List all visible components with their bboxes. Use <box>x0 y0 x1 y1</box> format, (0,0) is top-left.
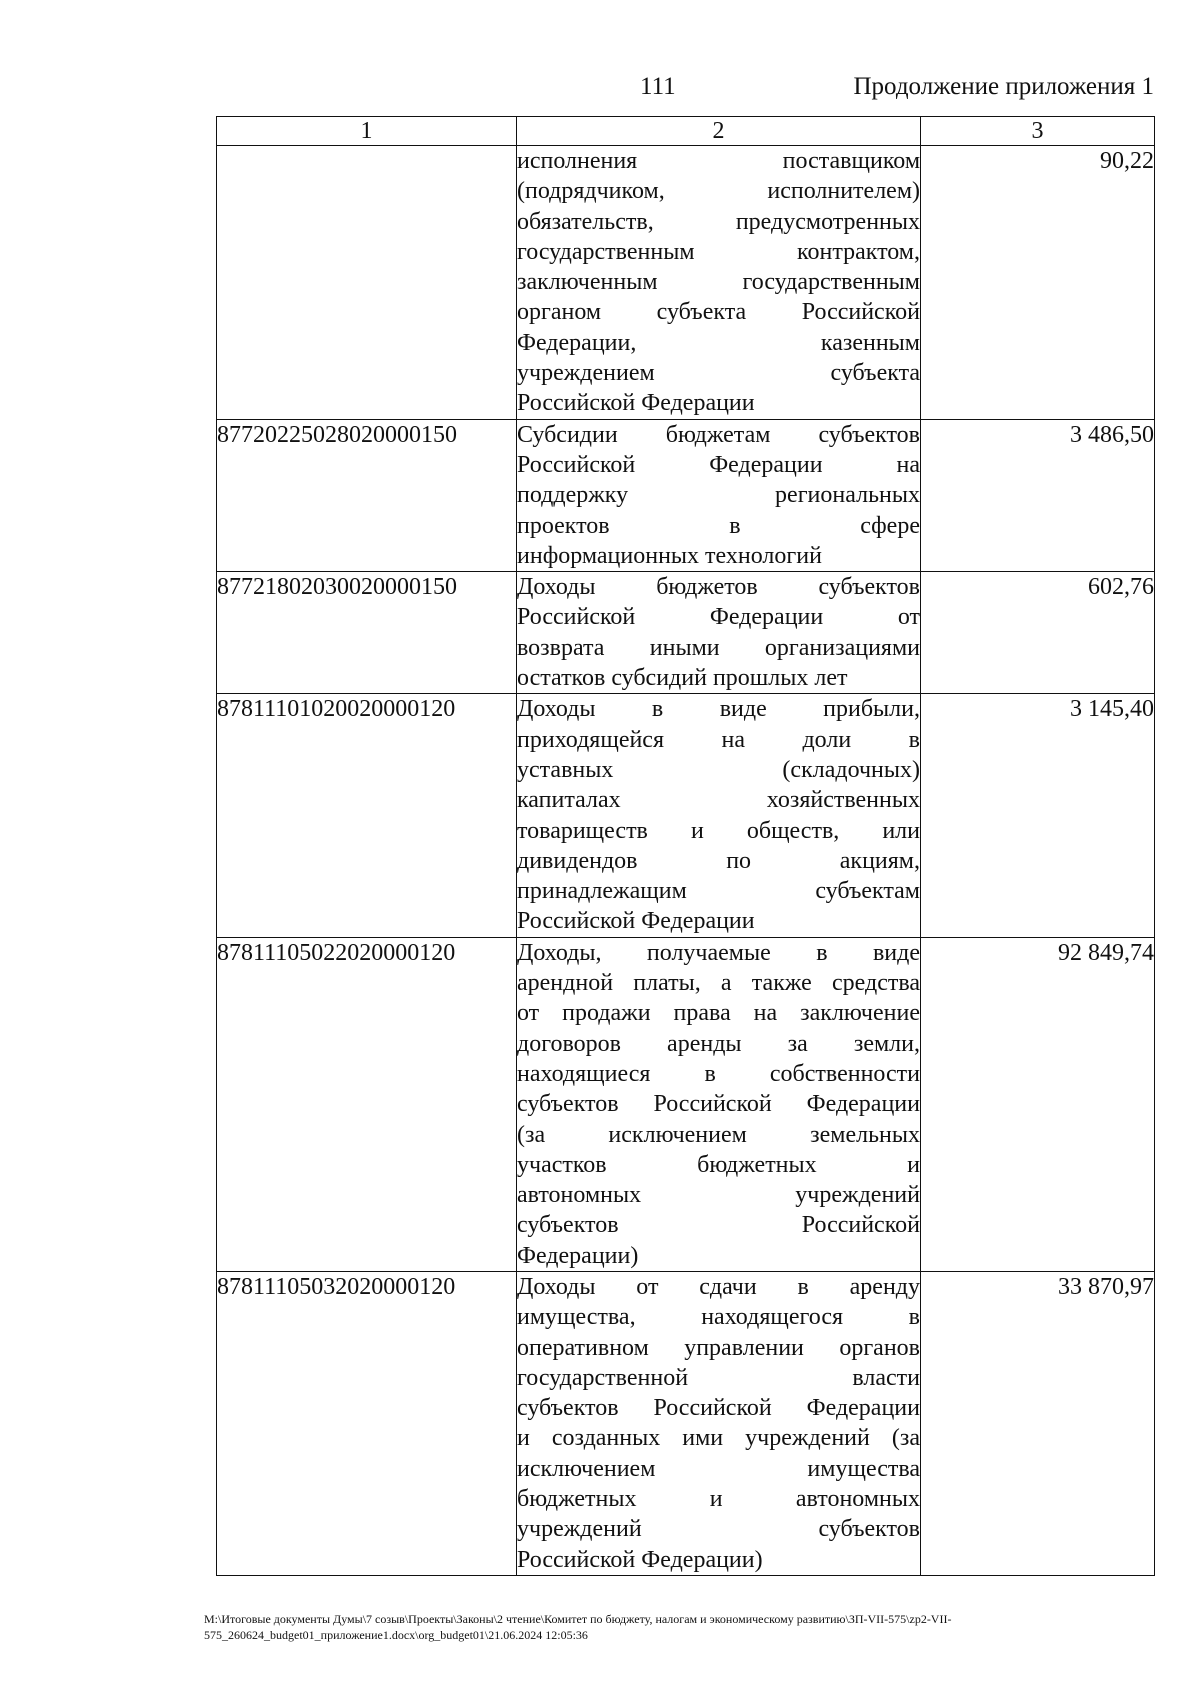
description-line: уставных (складочных) <box>517 756 920 783</box>
page-number: 111 <box>640 73 676 100</box>
description-line: Федерации) <box>517 1242 639 1269</box>
description-line: обязательств, предусмотренных <box>517 208 920 235</box>
description-cell <box>517 694 921 937</box>
description-cell <box>517 1271 921 1575</box>
column-header-3: 3 <box>921 117 1155 146</box>
description-line: товариществ и обществ, или <box>517 817 920 844</box>
revenue-code-cell: 87721802030020000150 <box>217 572 517 694</box>
description-line: арендной платы, а также средства <box>517 970 920 997</box>
amount-cell: 33 870,97 <box>921 1271 1155 1575</box>
footer-file-path: M:\Итоговые документы Думы\7 созыв\Проекты\Законы\2 чтение\Комитет по бюджету, налогам и экономическому развитию\ЗП-VII-575\zp2-VII-575_260624_budget01_приложение1.docx\org_budget01\21.06.2024 12:05:36 <box>204 1612 952 1642</box>
description-line: Российской Федерации <box>517 390 755 417</box>
description-line: Российской Федерации) <box>517 1546 763 1573</box>
column-header-2: 2 <box>517 117 921 146</box>
description-line: Российской Федерации <box>517 908 755 935</box>
revenue-code-cell: 87811101020020000120 <box>217 694 517 937</box>
description-cell <box>517 572 921 694</box>
description-line: принадлежащим субъектам <box>517 878 920 905</box>
description-line: капиталах хозяйственных <box>517 787 920 814</box>
description-line: возврата иными организациями <box>517 634 920 661</box>
description-line: (подрядчиком, исполнителем) <box>517 178 920 205</box>
description-line: остатков субсидий прошлых лет <box>517 665 848 692</box>
description-line: государственной власти <box>517 1364 920 1391</box>
description-cell <box>517 937 921 1271</box>
description-line: исполнения поставщиком <box>517 148 920 174</box>
description-line: информационных технологий <box>517 542 822 569</box>
description-line: участков бюджетных и <box>517 1151 920 1178</box>
description-line: Доходы, получаемые в виде <box>517 939 920 966</box>
description-line: бюджетных и автономных <box>517 1486 920 1513</box>
column-header-1: 1 <box>217 117 517 146</box>
description-line: от продажи права на заключение <box>517 1000 920 1027</box>
description-line: договоров аренды за земли, <box>517 1030 920 1057</box>
description-line: учреждением субъекта <box>517 360 920 387</box>
table-row <box>217 694 1155 937</box>
description-line: Доходы от сдачи в аренду <box>517 1273 920 1300</box>
amount-cell: 3 486,50 <box>921 419 1155 571</box>
description-line: поддержку региональных <box>517 482 920 509</box>
continuation-label: Продолжение приложения 1 <box>853 73 1154 100</box>
description-line: органом субъекта Российской <box>517 299 920 326</box>
revenue-code-cell: 87811105032020000120 <box>217 1271 517 1575</box>
table-row <box>217 419 1155 571</box>
description-line: учреждений субъектов <box>517 1516 920 1543</box>
description-line: субъектов Российской Федерации <box>517 1395 920 1422</box>
description-line: проектов в сфере <box>517 512 920 539</box>
description-line: (за исключением земельных <box>517 1121 920 1148</box>
description-line: Российской Федерации от <box>517 604 920 631</box>
description-line: субъектов Российской Федерации <box>517 1091 920 1118</box>
description-line: Доходы бюджетов субъектов <box>517 574 920 601</box>
budget-table <box>216 116 1155 1576</box>
description-line: субъектов Российской <box>517 1212 920 1239</box>
revenue-code-cell <box>217 146 517 420</box>
table-row <box>217 572 1155 694</box>
description-line: заключенным государственным <box>517 269 920 296</box>
description-line: автономных учреждений <box>517 1182 920 1209</box>
description-line: дивидендов по акциям, <box>517 847 920 874</box>
table-row <box>217 146 1155 420</box>
description-line: имущества, находящегося в <box>517 1304 920 1331</box>
description-line: исключением имущества <box>517 1455 920 1482</box>
revenue-code-cell: 87720225028020000150 <box>217 419 517 571</box>
description-line: Доходы в виде прибыли, <box>517 696 920 723</box>
description-line: Субсидии бюджетам субъектов <box>517 421 920 448</box>
table-header-row <box>217 117 1155 146</box>
table-row <box>217 937 1155 1271</box>
description-line: оперативном управлении органов <box>517 1334 920 1361</box>
amount-cell: 3 145,40 <box>921 694 1155 937</box>
table-body <box>217 146 1155 1576</box>
description-line: государственным контрактом, <box>517 238 920 265</box>
amount-cell: 90,22 <box>921 146 1155 420</box>
table-row <box>217 1271 1155 1575</box>
revenue-code-cell: 87811105022020000120 <box>217 937 517 1271</box>
description-line: и созданных ими учреждений (за <box>517 1425 920 1452</box>
description-line: Федерации, казенным <box>517 329 920 356</box>
amount-cell: 92 849,74 <box>921 937 1155 1271</box>
amount-cell: 602,76 <box>921 572 1155 694</box>
description-line: Российской Федерации на <box>517 451 920 478</box>
description-cell <box>517 146 921 420</box>
description-line: приходящейся на доли в <box>517 726 920 753</box>
description-line: находящиеся в собственности <box>517 1060 920 1087</box>
description-cell <box>517 419 921 571</box>
